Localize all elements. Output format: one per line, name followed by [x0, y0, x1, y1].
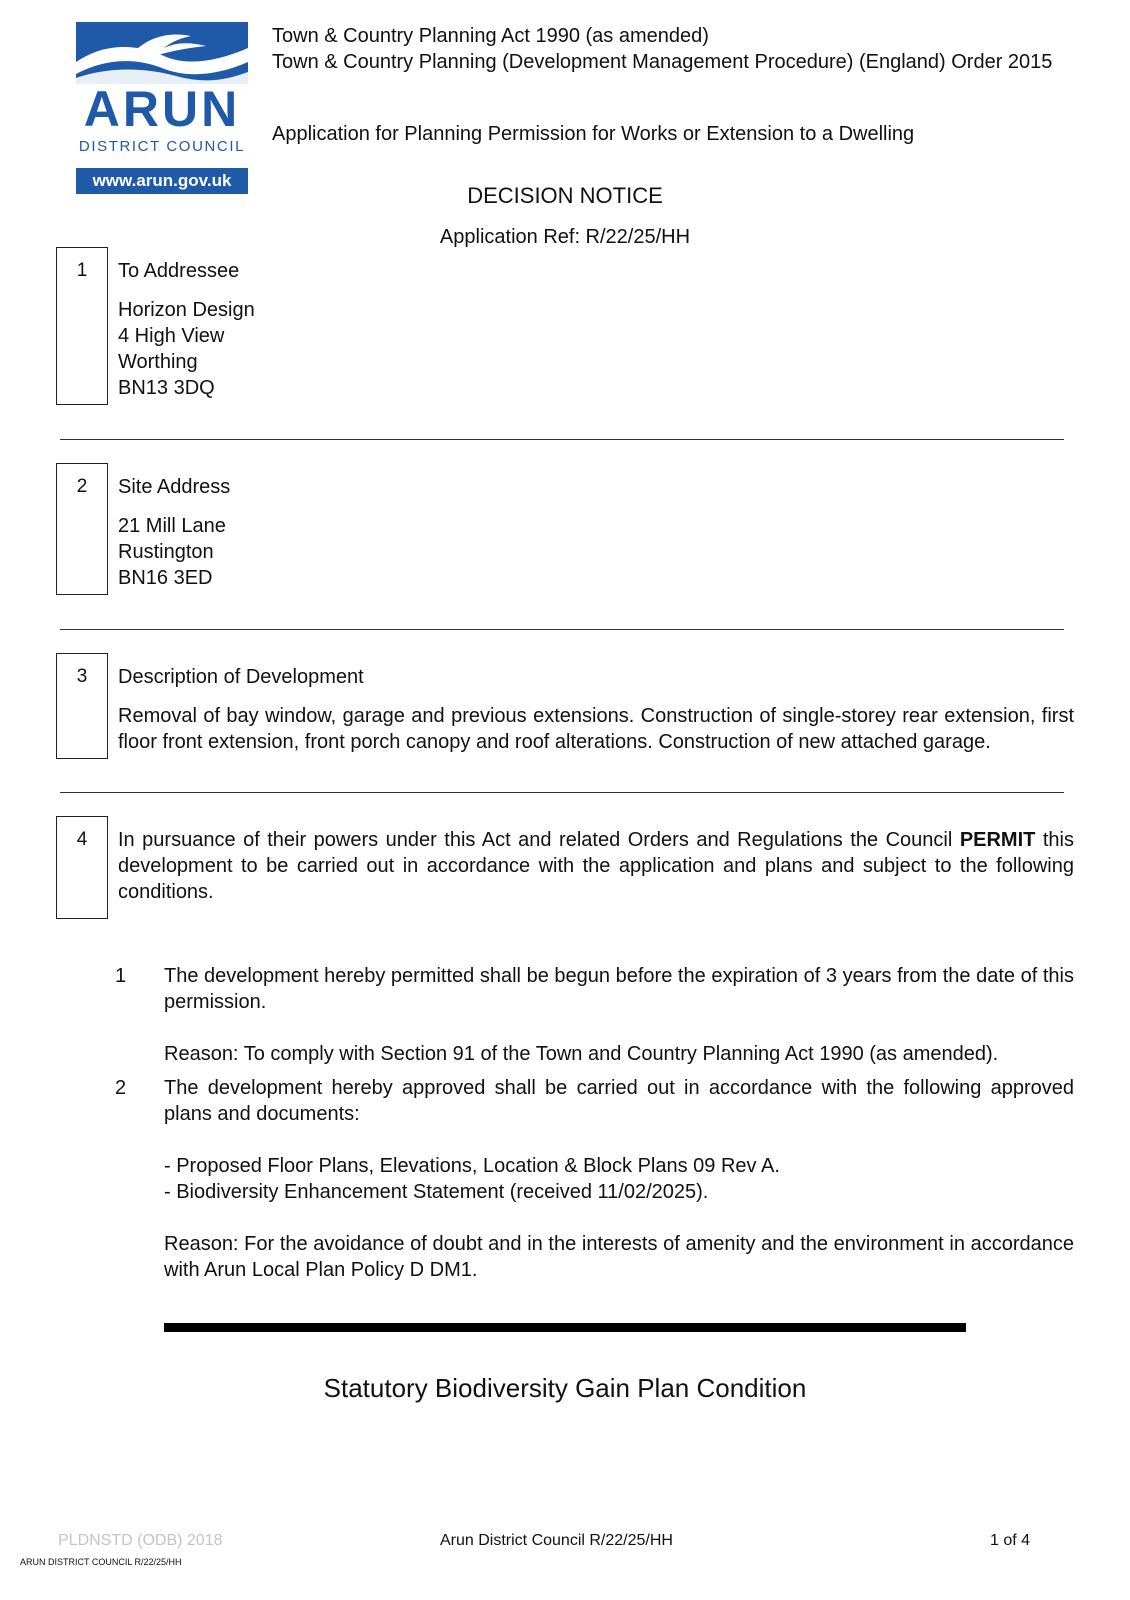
description-heading: Description of Development [118, 666, 364, 688]
description-text: Removal of bay window, garage and previous extensions. Construction of single-storey rear extension, first floor front extension, front porch canopy and roof alterations. Construction of new attached garage. [118, 705, 1074, 753]
footer-template-code: PLDNSTD (ODB) 2018 [58, 1532, 223, 1549]
application-type: Application for Planning Permission for Works or Extension to a Dwelling [272, 123, 915, 145]
page-number: 1 of 4 [990, 1532, 1031, 1549]
address-line: Horizon Design [118, 299, 255, 321]
logo-subtitle: DISTRICT COUNCIL [78, 138, 246, 155]
decision-word: PERMIT [959, 829, 1036, 851]
decision-text [118, 827, 1074, 905]
address-line: BN16 3ED [118, 567, 213, 589]
divider [60, 629, 1064, 630]
condition-number: 2 [115, 1077, 127, 1099]
address-line: Worthing [118, 351, 198, 373]
condition-text: The development hereby approved shall be carried out in accordance with the following approved plans and documents: [164, 1077, 1074, 1125]
condition-number: 1 [115, 965, 127, 987]
section-number-box: 2 [56, 463, 108, 595]
section-separator-bar [164, 1323, 966, 1332]
condition-text: The development hereby permitted shall be begun before the expiration of 3 years from the date of this permission. [164, 965, 1074, 1013]
section-number-box: 1 [56, 247, 108, 405]
act-title: Town & Country Planning Act 1990 (as amended) [272, 25, 709, 47]
addressee-heading: To Addressee [118, 260, 240, 282]
approved-plan-item: - Proposed Floor Plans, Elevations, Location & Block Plans 09 Rev A. [164, 1155, 780, 1177]
section-number-box: 3 [56, 653, 108, 759]
condition-reason: Reason: For the avoidance of doubt and in the interests of amenity and the environment in accordance with Arun Local Plan Policy D DM1. [164, 1233, 1074, 1281]
address-line: 4 High View [118, 325, 225, 347]
divider [60, 439, 1064, 440]
decision-text-after: this development to be carried out in accordance with the application and plans and subject to the following conditions. [118, 829, 1074, 903]
approved-plan-item: - Biodiversity Enhancement Statement (received 11/02/2025). [164, 1181, 709, 1203]
footer-reference: Arun District Council R/22/25/HH [440, 1532, 673, 1549]
site-address [118, 513, 226, 591]
addressee-address [118, 297, 255, 401]
logo-wordmark: ARUN [83, 81, 241, 137]
divider [60, 792, 1064, 793]
logo-wave-band [76, 22, 248, 84]
bird-wave-icon [76, 22, 248, 84]
section-number-box: 4 [56, 816, 108, 919]
notice-title: DECISION NOTICE [467, 183, 663, 208]
order-title: Town & Country Planning (Development Management Procedure) (England) Order 2015 [272, 51, 1053, 73]
logo-url[interactable]: www.arun.gov.uk [76, 168, 248, 194]
address-line: Rustington [118, 541, 214, 563]
footer-tiny-reference: ARUN DISTRICT COUNCIL R/22/25/HH [20, 1557, 182, 1567]
condition-reason: Reason: To comply with Section 91 of the Town and Country Planning Act 1990 (as amended). [164, 1043, 999, 1065]
decision-text-before: In pursuance of their powers under this Act and related Orders and Regulations the Council [118, 829, 953, 851]
council-logo [76, 22, 248, 197]
address-line: BN13 3DQ [118, 377, 215, 399]
biodiversity-heading: Statutory Biodiversity Gain Plan Condition [323, 1373, 807, 1403]
site-heading: Site Address [118, 476, 231, 498]
address-line: 21 Mill Lane [118, 515, 226, 537]
application-ref: Application Ref: R/22/25/HH [439, 226, 691, 248]
